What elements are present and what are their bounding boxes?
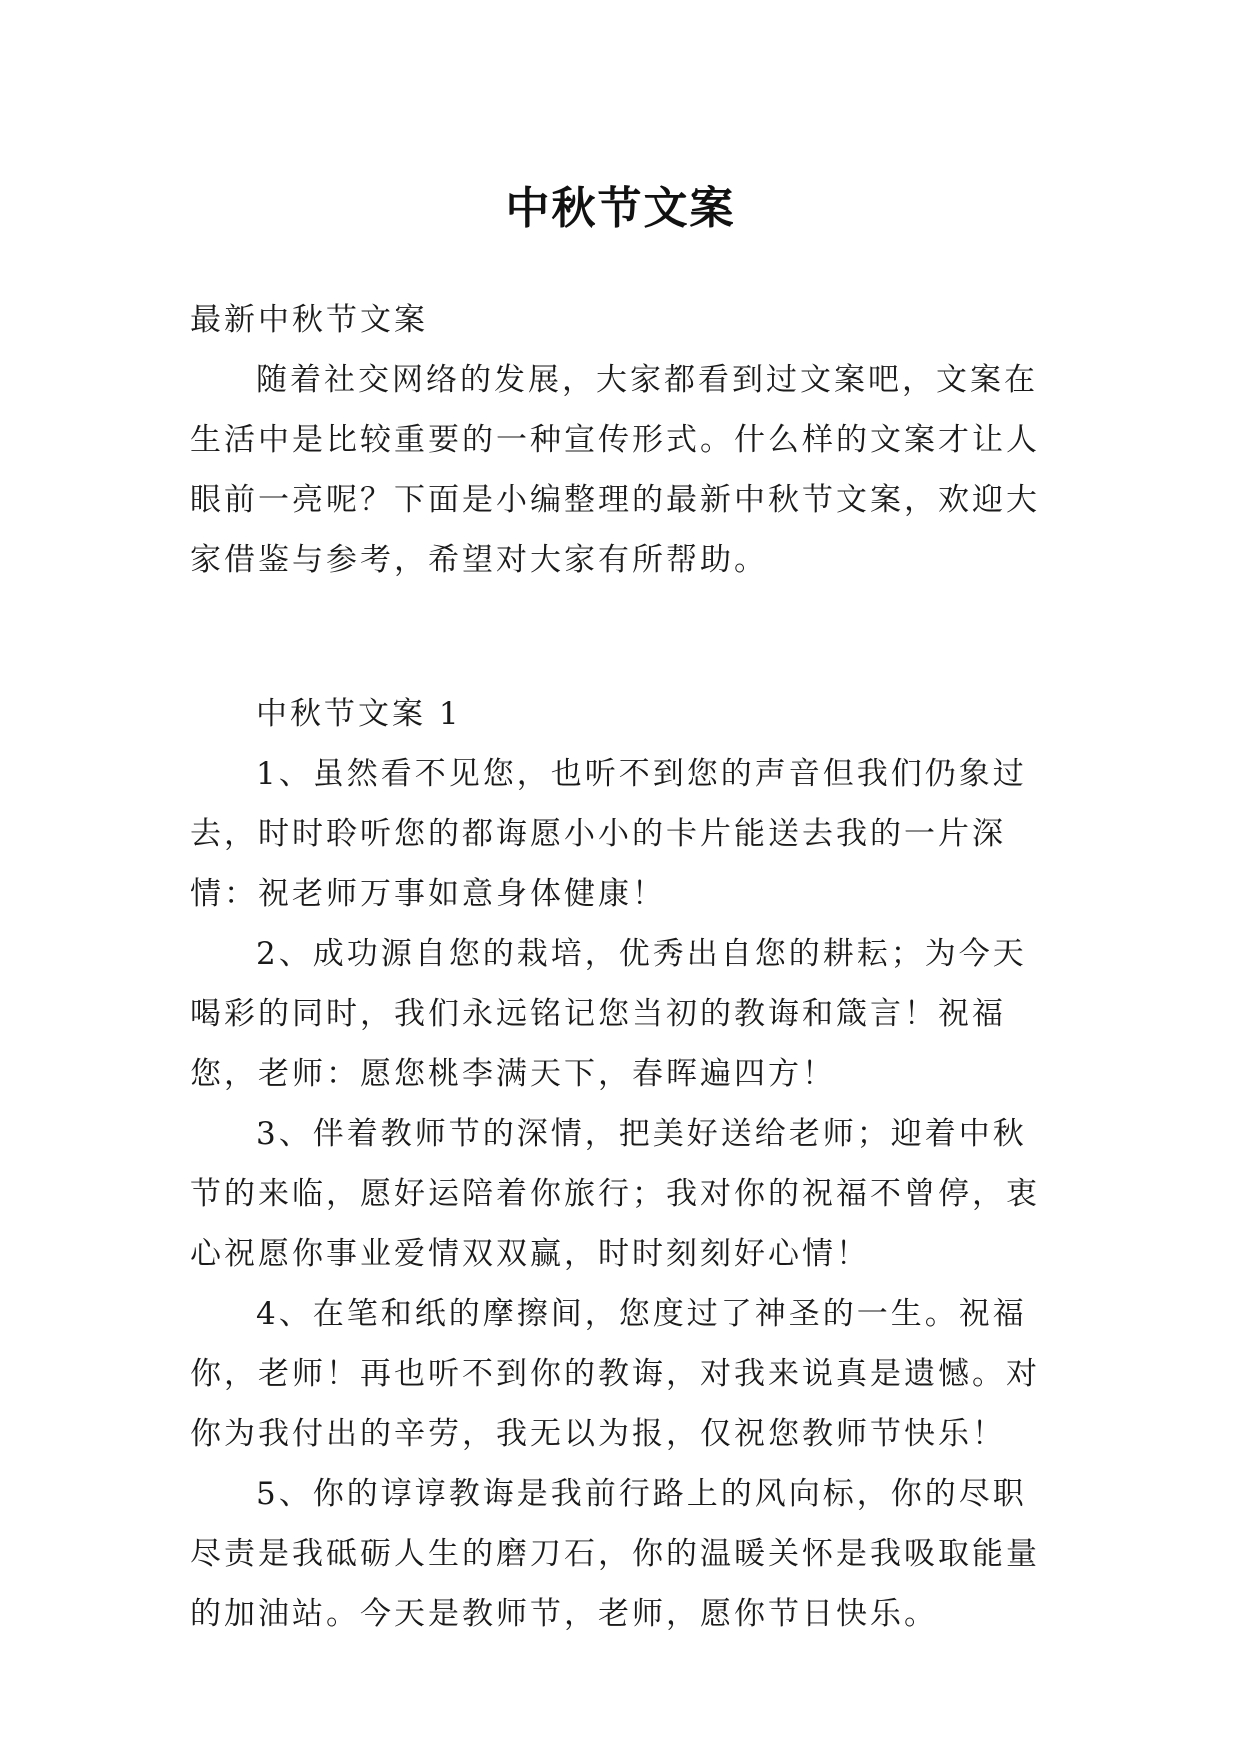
list-item: 5、你的谆谆教诲是我前行路上的风向标，你的尽职尽责是我砥砺人生的磨刀石，你的温暖关怀是我吸取能量的加油站。今天是教师节，老师，愿你节日快乐。	[190, 1476, 1040, 1632]
intro-paragraph: 随着社交网络的发展，大家都看到过文案吧，文案在生活中是比较重要的一种宣传形式。什么样的文案才让人眼前一亮呢？下面是小编整理的最新中秋节文案，欢迎大家借鉴与参考，希望对大家有所帮助。	[190, 362, 1040, 578]
section-spacer	[190, 590, 1050, 684]
document-body	[190, 290, 1050, 1644]
list-item: 1、虽然看不见您，也听不到您的声音但我们仍象过去，时时聆听您的都诲愿小小的卡片能送去我的一片深情：祝老师万事如意身体健康！	[190, 756, 1027, 912]
list-item: 4、在笔和纸的摩擦间，您度过了神圣的一生。祝福你，老师！再也听不到你的教诲，对我来说真是遗憾。对你为我付出的辛劳，我无以为报，仅祝您教师节快乐！	[190, 1296, 1040, 1452]
list-item: 3、伴着教师节的深情，把美好送给老师；迎着中秋节的来临，愿好运陪着你旅行；我对你的祝福不曾停，衷心祝愿你事业爱情双双赢，时时刻刻好心情！	[190, 1116, 1040, 1272]
document-title: 中秋节文案	[505, 183, 736, 235]
document-subtitle: 最新中秋节文案	[190, 302, 428, 338]
section-heading: 中秋节文案 1	[256, 696, 462, 732]
list-item: 2、成功源自您的栽培，优秀出自您的耕耘；为今天喝彩的同时，我们永远铭记您当初的教诲和箴言！祝福您，老师：愿您桃李满天下，春晖遍四方！	[190, 936, 1027, 1092]
